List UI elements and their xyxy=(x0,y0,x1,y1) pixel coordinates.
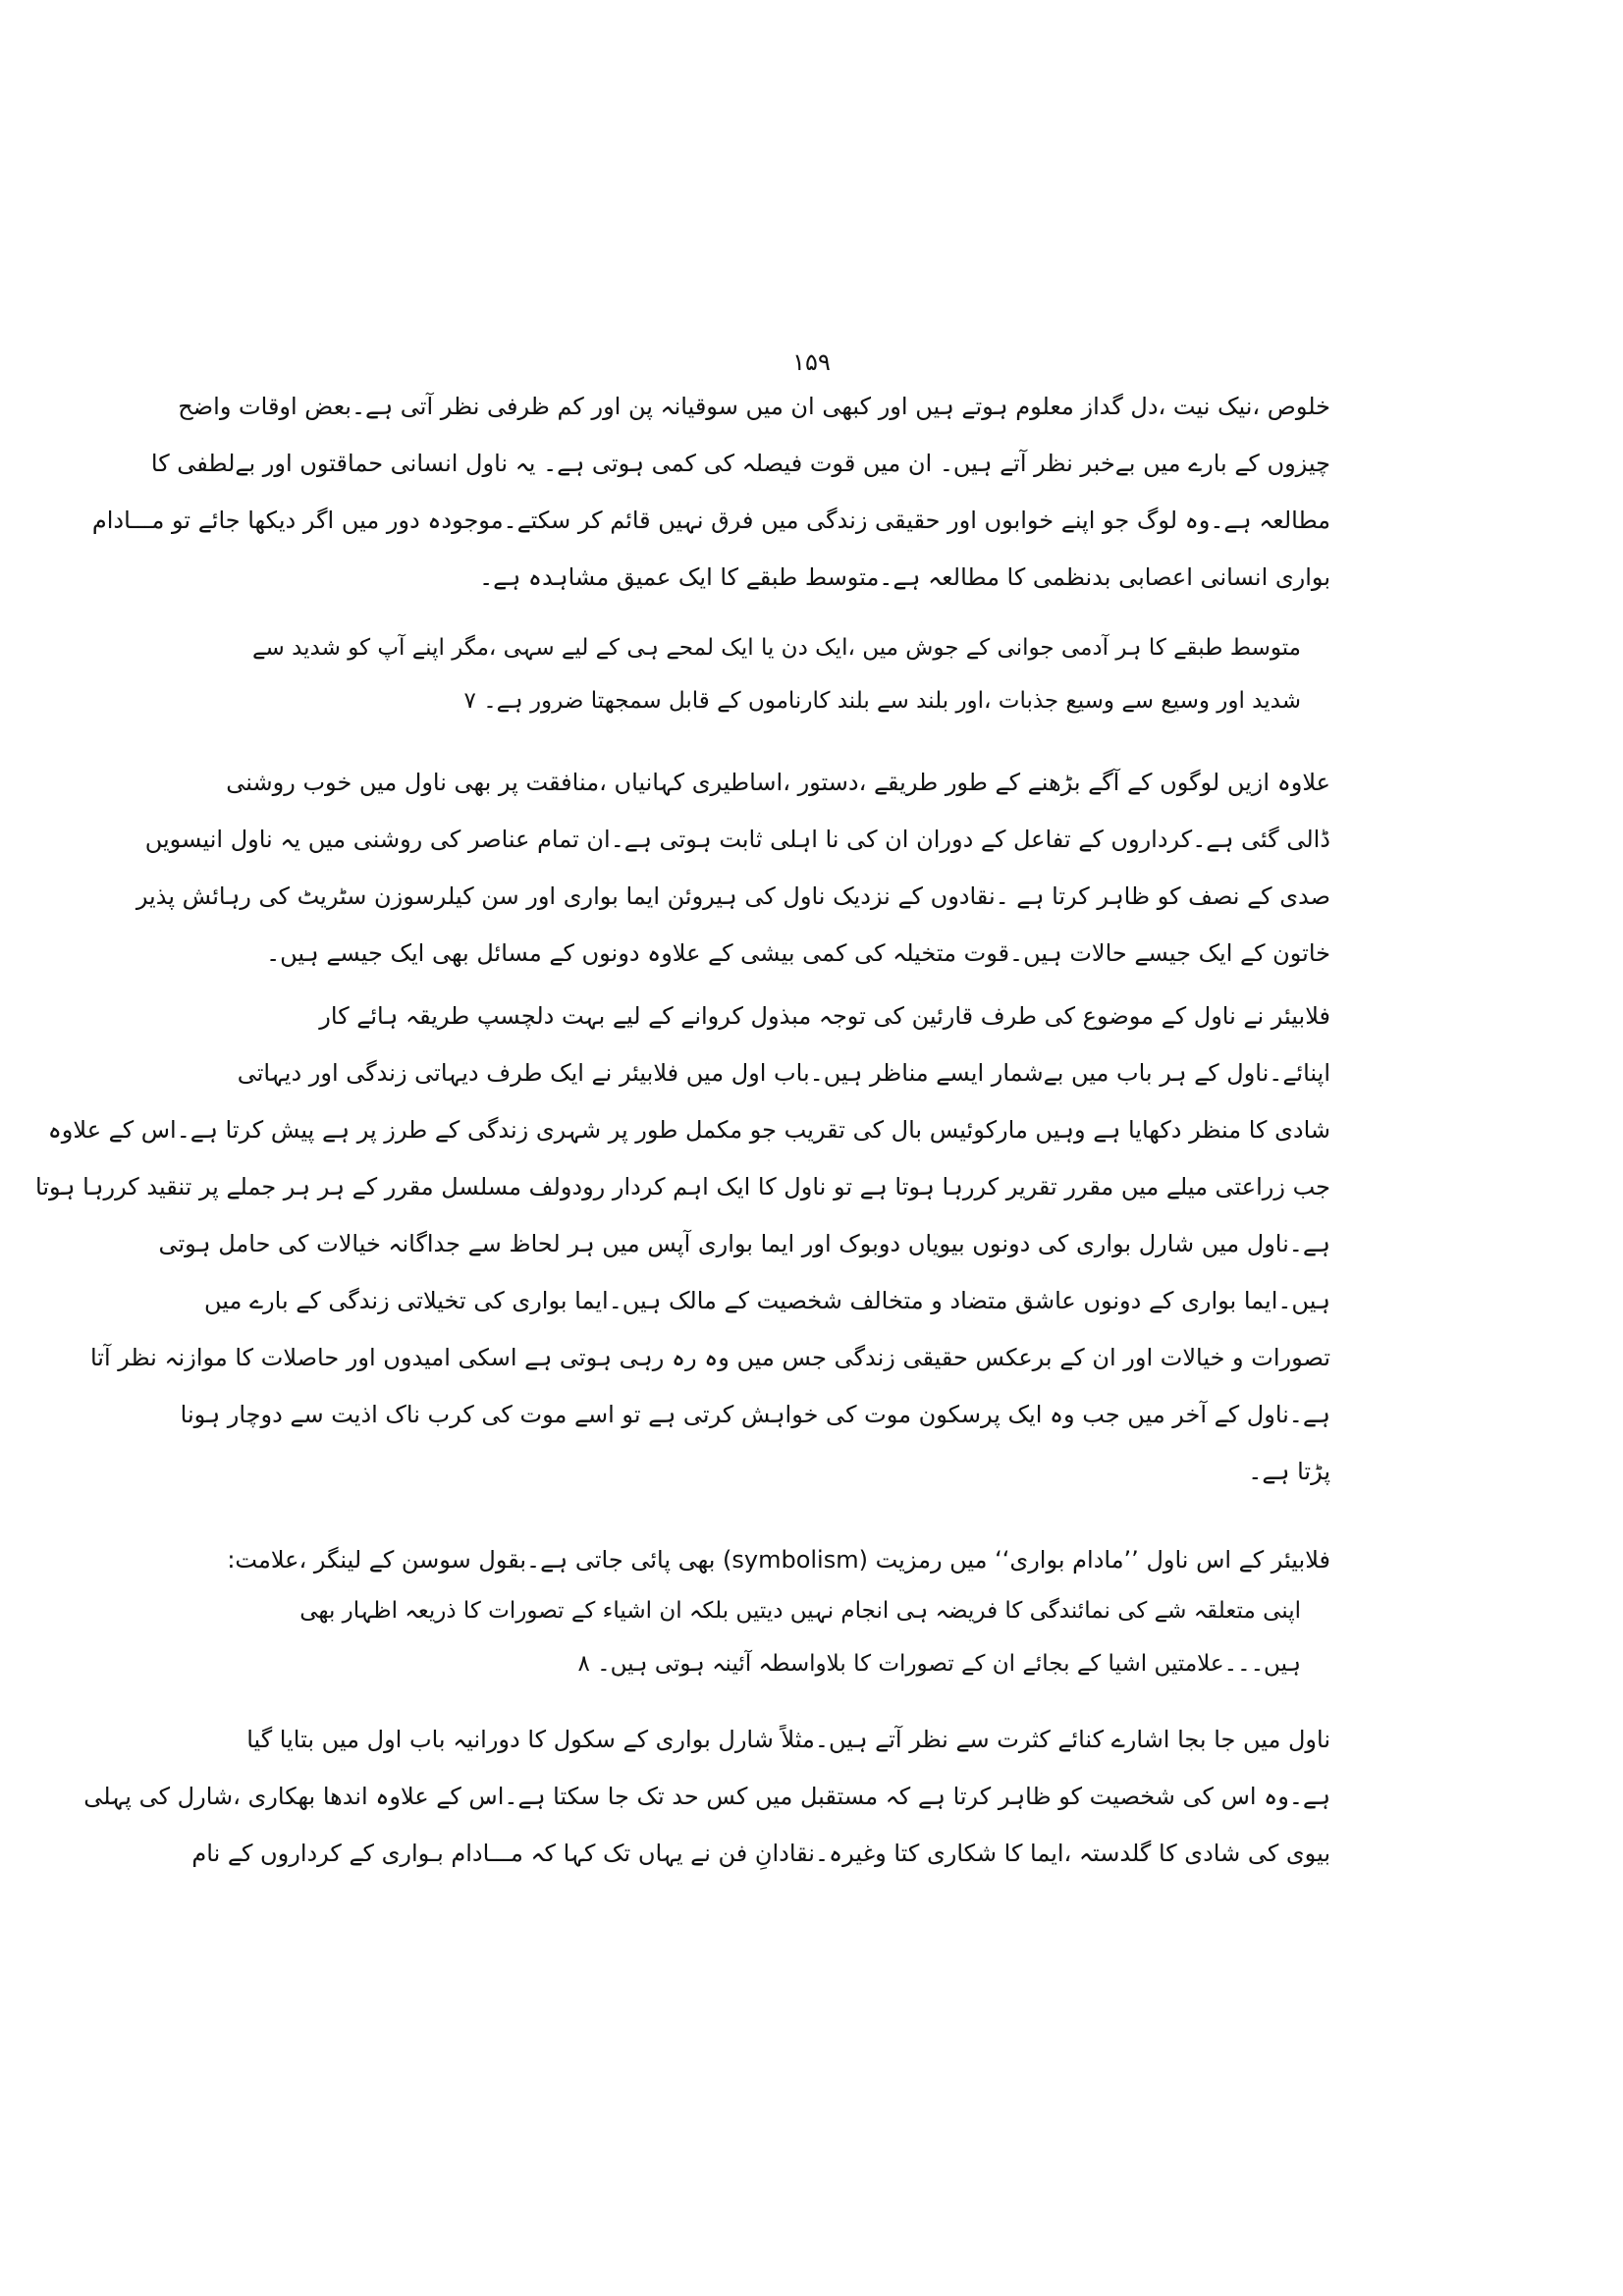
text-line: ہیں۔ایما بواری کے دونوں عاشق متضاد و متخالف شخصیت کے مالک ہیں۔ایما بواری کی تخیلاتی زندگی کے بارے میں xyxy=(203,1287,1330,1314)
text-line: بواری انسانی اعصابی بدنظمی کا مطالعہ ہے۔متوسط طبقے کا ایک عمیق مشاہدہ ہے۔ xyxy=(479,563,1330,591)
text-line: فلابیئر کے اس ناول ’’مادام بواری‘‘ میں رمزیت (symbolism) بھی پائی جاتی ہے۔بقول سوسن کے لینگر ،علامت: xyxy=(227,1546,1330,1574)
text-line: شادی کا منظر دکھایا ہے وہیں مارکوئیس بال کی تقریب جو مکمل طور پر شہری زندگی کے طرز پر ہے پیش کرتا ہے۔اس کے علاوہ xyxy=(47,1116,1330,1144)
text-line: ڈالی گئی ہے۔کرداروں کے تفاعل کے دوران ان کی نا اہلی ثابت ہوتی ہے۔ان تمام عناصر کی روشنی میں یہ ناول انیسویں xyxy=(144,826,1330,853)
paragraph-4 xyxy=(227,1531,1330,1588)
text-line: ہے۔ناول میں شارل بواری کی دونوں بیویاں دوبوک اور ایما بواری آپس میں ہر لحاظ سے جداگانہ خیالات کی حامل ہوتی xyxy=(158,1230,1330,1257)
text-line: صدی کے نصف کو ظاہر کرتا ہے ۔نقادوں کے نزدیک ناول کی ہیروئن ایما بواری اور سن کیلرسوزن سٹریٹ کی رہائش پذیر xyxy=(135,882,1330,910)
text-line: ہے۔وہ اس کی شخصیت کو ظاہر کرتا ہے کہ مستقبل میں کس حد تک جا سکتا ہے۔اس کے علاوہ اندھا بھکاری ،شارل کی پہلی xyxy=(83,1783,1330,1810)
text-line: علاوہ ازیں لوگوں کے آگے بڑھنے کے طور طریقے ،دستور ،اساطیری کہانیاں ،منافقت پر بھی ناول میں خوب روشنی xyxy=(226,769,1330,796)
text-line: فلابیئر نے ناول کے موضوع کی طرف قارئین کی توجہ مبذول کروانے کے لیے بہت دلچسپ طریقہ ہائے کار xyxy=(319,1002,1330,1030)
paragraph-3 xyxy=(35,988,1330,1500)
quote-line: اپنی متعلقہ شے کی نمائندگی کا فریضہ ہی انجام نہیں دیتیں بلکہ ان اشیاء کے تصورات کا ذریعہ اظہار بھی xyxy=(299,1598,1301,1624)
text-line: جب زراعتی میلے میں مقرر تقریر کررہا ہوتا ہے تو ناول کا ایک اہم کردار رودولف مسلسل مقرر کے ہر ہر جملے پر تنقید کررہا ہوتا xyxy=(35,1173,1330,1201)
quote-line: شدید اور وسیع سے وسیع جذبات ،اور بلند سے بلند کارناموں کے قابل سمجھتا ضرور ہے۔ ۷ xyxy=(463,688,1301,714)
text-line: خلوص ،نیک نیت ،دل گداز معلوم ہوتے ہیں اور کبھی ان میں سوقیانہ پن اور کم ظرفی نظر آتی ہے۔بعض اوقات واضح xyxy=(178,393,1330,420)
block-quote-2 xyxy=(299,1584,1301,1690)
text-line: ناول میں جا بجا اشارے کنائے کثرت سے نظر آتے ہیں۔مثلاً شارل بواری کے سکول کا دورانیہ باب اول میں بتایا گیا xyxy=(246,1726,1330,1753)
text-line: ہے۔ناول کے آخر میں جب وہ ایک پرسکون موت کی خواہش کرتی ہے تو اسے موت کی کرب ناک اذیت سے دوچار ہونا xyxy=(180,1401,1330,1428)
paragraph-1 xyxy=(91,378,1330,606)
text-line: بیوی کی شادی کا گلدستہ ،ایما کا شکاری کتا وغیرہ۔نقادانِ فن نے یہاں تک کہا کہ مـــادام بـواری کے کرداروں کے نام xyxy=(191,1840,1330,1867)
block-quote-1 xyxy=(252,621,1301,727)
page-number: ۱۵۹ xyxy=(792,348,831,376)
text-line: پڑتا ہے۔ xyxy=(1248,1458,1330,1485)
text-line: چیزوں کے بارے میں بےخبر نظر آتے ہیں۔ ان میں قوت فیصلہ کی کمی ہوتی ہے۔ یہ ناول انسانی حماقتوں اور بےلطفی کا xyxy=(150,450,1330,477)
quote-line: ہیں۔۔۔علامتیں اشیا کے بجائے ان کے تصورات کا بلاواسطہ آئینہ ہوتی ہیں۔ ۸ xyxy=(577,1651,1301,1677)
text-line: مطالعہ ہے۔وہ لوگ جو اپنے خوابوں اور حقیقی زندگی میں فرق نہیں قائم کر سکتے۔موجودہ دور میں اگر دیکھا جائے تو مـــادام xyxy=(91,507,1330,534)
text-line: اپنائے۔ناول کے ہر باب میں بےشمار ایسے مناظر ہیں۔باب اول میں فلابیئر نے ایک طرف دیہاتی زندگی اور دیہاتی xyxy=(237,1059,1330,1087)
paragraph-2 xyxy=(135,754,1330,982)
text-line: خاتون کے ایک جیسے حالات ہیں۔قوت متخیلہ کی کمی بیشی کے علاوہ دونوں کے مسائل بھی ایک جیسے ہیں۔ xyxy=(266,939,1330,967)
text-line: تصورات و خیالات اور ان کے برعکس حقیقی زندگی جس میں وہ رہ رہی ہوتی ہے اسکی امیدوں اور حاصلات کا موازنہ نظر آتا xyxy=(89,1344,1330,1371)
paragraph-5 xyxy=(83,1711,1330,1882)
quote-line: متوسط طبقے کا ہر آدمی جوانی کے جوش میں ،ایک دن یا ایک لمحے ہی کے لیے سہی ،مگر اپنے آپ کو شدید سے xyxy=(252,635,1301,661)
